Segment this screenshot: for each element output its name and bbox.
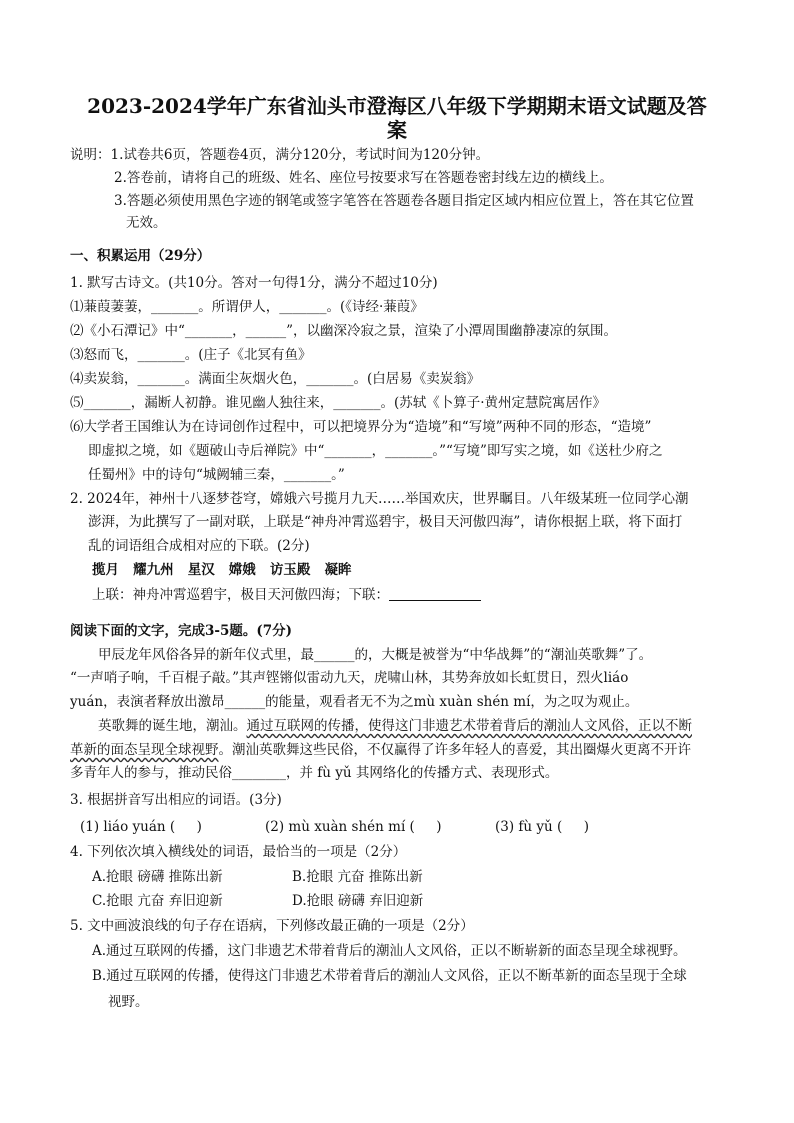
q4-option-b[interactable]: B.抢眼 亢奋 推陈出新 [292,869,423,885]
q1-stem: 1. 默写古诗文。(共10分。答对一句得1分，满分不超过10分) [70,275,438,291]
q2-word-list: 揽月 耀九州 星汉 嫦娥 访玉殿 凝眸 [92,562,352,578]
q4-option-a[interactable]: A.抢眼 磅礴 推陈出新 [92,869,223,885]
q3-item-2: (2) mù xuàn shén mí ( ) [265,819,442,835]
q4-options-row1 [92,868,423,886]
reading-p1-line2: “一声哨子响，千百棍子敲。”其声铿锵似雷动九天，虎啸山林，其势奔放如长虹贯日，烈火liáo [70,670,629,686]
q2-answer-line [92,586,481,604]
reading-p1-line1: 甲辰龙年风俗各异的新年仪式里，最______的，大概是被誉为“中华战舞”的“潮汕英歌舞”了。 [98,647,653,663]
q1-item-2: ⑵《小石潭记》中“_______，______”，以幽深冷寂之景，渲染了小潭周围幽静凄凉的氛围。 [70,323,618,339]
reading-p2-rest: 。潮汕英歌舞这些民俗，不仅赢得了许多年轻人的喜爱，其出圈爆火更离不开许 [218,742,691,758]
q2-answer-label: 上联：神舟冲霄巡碧宇，极目天河傲四海；下联： [92,587,389,603]
q5-option-a[interactable]: A.通过互联网的传播，这门非遗艺术带着背后的潮汕人文风俗，正以不断崭新的面态呈现全球视野。 [92,943,687,959]
reading-p2-line2 [70,741,691,759]
q2-line-3: 乱的词语组合成相对应的下联。(2分) [88,538,310,554]
instruction-3: 3.答题必须使用黑色字迹的钢笔或签字笔答在答题卷各题目指定区域内相应位置上，答在其它位置 [114,193,694,209]
q2-line-2: 澎湃，为此撰写了一副对联，上联是“神舟冲霄巡碧宇，极目天河傲四海”，请你根据上联，将下面打 [88,514,683,530]
q3-stem: 3. 根据拼音写出相应的词语。(3分) [70,792,282,808]
q4-option-d[interactable]: D.抢眼 磅礴 弃旧迎新 [292,893,424,909]
reading-p2-lead: 英歌舞的诞生地，潮汕。 [98,718,247,734]
instruction-1: 说明：1.试卷共6页，答题卷4页，满分120分，考试时间为120分钟。 [70,147,490,163]
q3-item-1: (1) liáo yuán ( ) [80,819,202,835]
instruction-3-cont: 无效。 [126,215,167,231]
q3-item-3: (3) fù yǔ ( ) [495,819,589,835]
q4-options-row2 [92,892,423,910]
q5-option-b-cont: 视野。 [108,994,149,1010]
q2-answer-blank[interactable] [389,586,481,601]
q5-option-b[interactable]: B.通过互联网的传播，使得这门非遗艺术带着背后的潮汕人文风俗，正以不断革新的面态呈现于全球 [92,968,687,984]
q1-item-4: ⑷卖炭翁，_______。满面尘灰烟火色，_______。(白居易《卖炭翁》 [70,371,481,387]
section-heading: 一、积累运用（29分） [70,248,211,264]
q1-item-3: ⑶怒而飞，_______。(庄子《北冥有鱼》 [70,347,312,363]
wavy-underlined-sentence-part1: 通过互联网的传播，使得这门非遗艺术带着背后的潮汕人文风俗，正以不断 [246,718,692,734]
instruction-2: 2.答卷前，请将自己的班级、姓名、座位号按要求写在答题卷密封线左边的横线上。 [114,170,613,186]
q5-stem: 5. 文中画波浪线的句子存在语病，下列修改最正确的一项是（2分） [70,918,474,934]
q1-item-1: ⑴蒹葭萋萋，_______。所谓伊人，_______。(《诗经·蒹葭》 [70,299,424,315]
wavy-underlined-sentence-part2: 革新的面态呈现全球视野 [70,742,219,758]
q2-line-1: 2. 2024年，神州十八逐梦苍穹，嫦娥六号揽月九天……举国欢庆，世界瞩目。八年级某班一位同学心潮 [70,491,689,507]
q1-item-6: ⑹大学者王国维认为在诗词创作过程中，可以把境界分为“造境”和“写境”两种不同的形态，“造境” [70,419,652,435]
document-title-line2: 案 [387,118,407,142]
reading-p2-line1 [98,717,692,735]
reading-p1-line3: yuán，表演者释放出激昂______的能量，观看者无不为之mù xuàn shén mí，为之叹为观止。 [70,694,639,710]
q1-item-6-cont1: 即虚拟之境，如《题破山寺后禅院》中“_______，_______。”“写境”即写实之境，如《送杜少府之 [88,443,663,459]
document-title-line1: 2023-2024学年广东省汕头市澄海区八年级下学期期末语文试题及答 [87,94,707,118]
q4-stem: 4. 下列依次填入横线处的词语，最恰当的一项是（2分） [70,844,407,860]
q1-item-6-cont2: 任蜀州》中的诗句“城阙辅三秦，_______。” [88,467,345,483]
reading-p2-line3: 多青年人的参与，推动民俗________，并 fù yǔ 其网络化的传播方式、表现形式。 [70,765,559,781]
q4-option-c[interactable]: C.抢眼 亢奋 弃旧迎新 [92,893,223,909]
q1-item-5: ⑸_______，漏断人初静。谁见幽人独往来，_______。(苏轼《卜算子·黄州定慧院寓居作》 [70,395,607,411]
reading-heading: 阅读下面的文字，完成3-5题。(7分) [70,623,293,639]
